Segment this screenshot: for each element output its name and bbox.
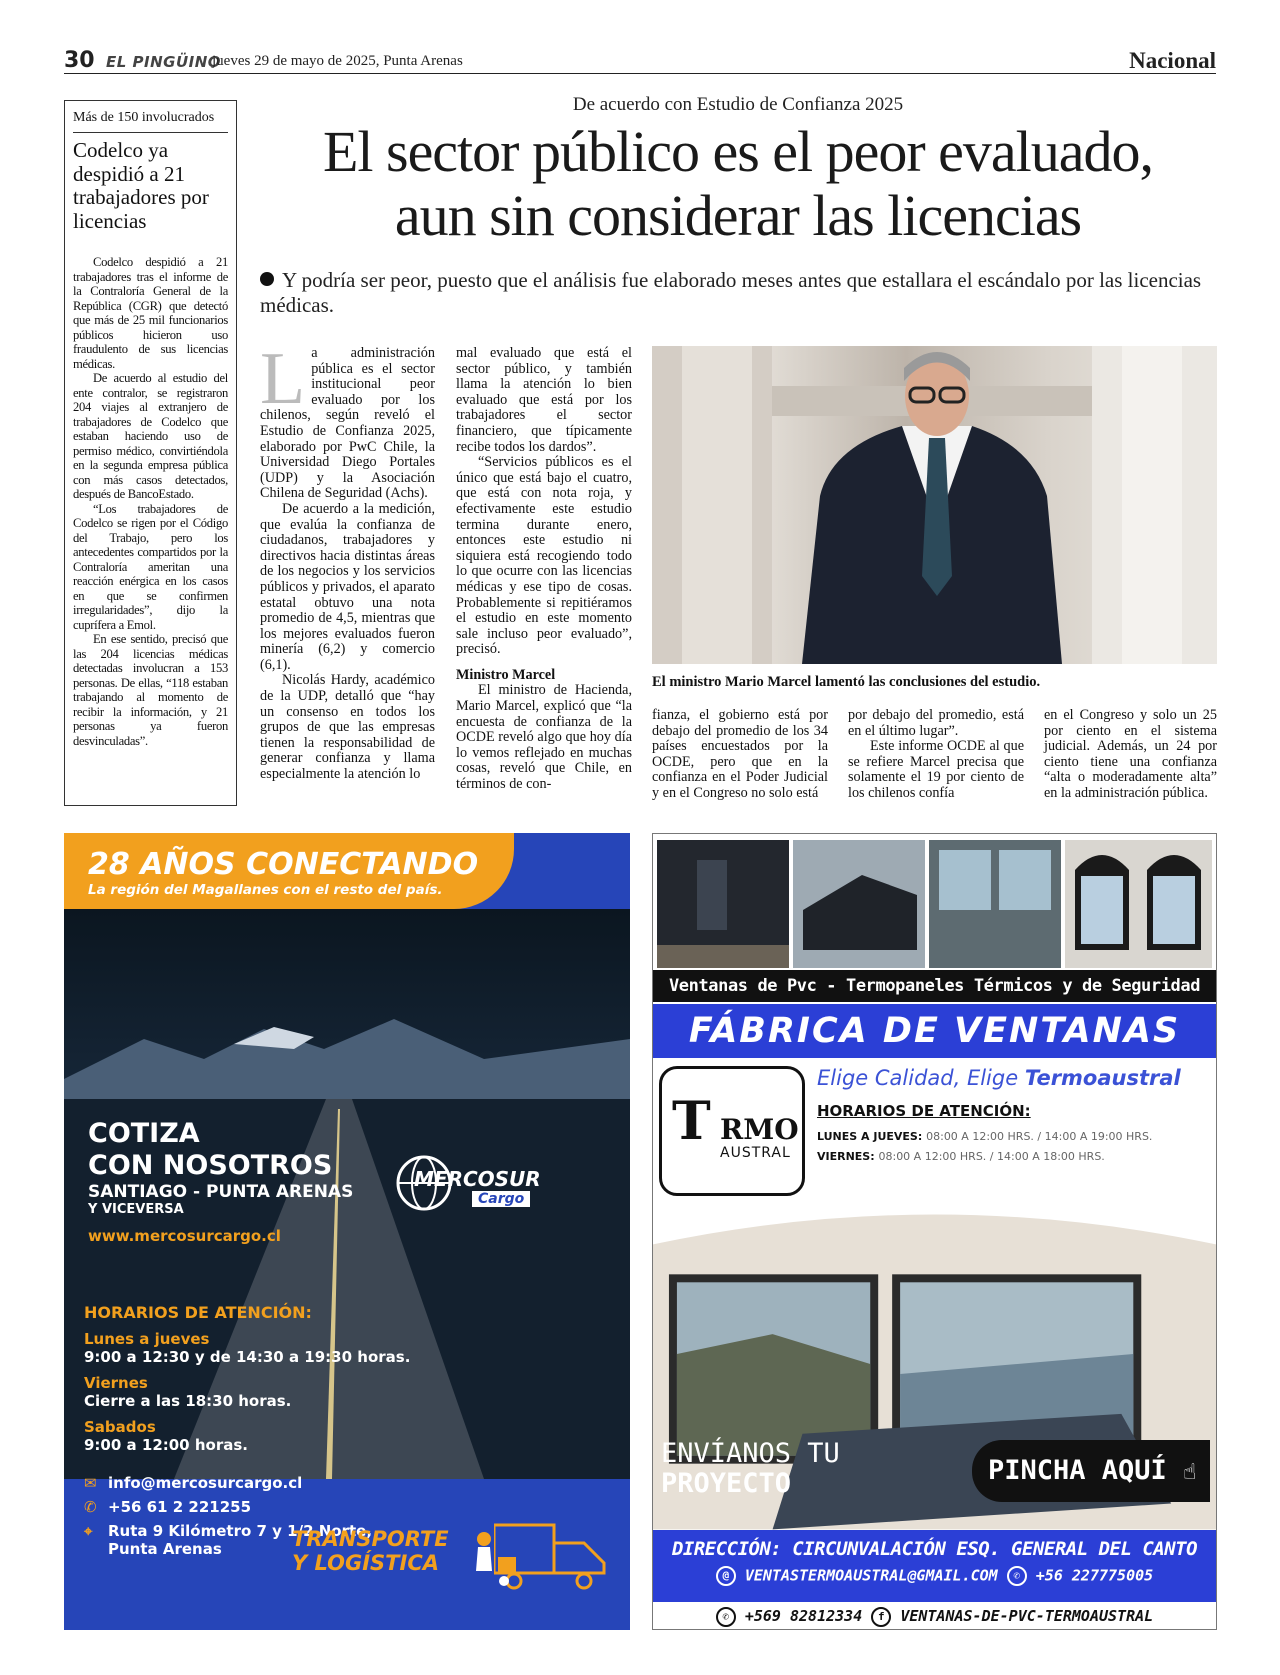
whatsapp-icon: ✆: [716, 1607, 736, 1627]
facebook-icon: f: [871, 1607, 891, 1627]
hours-block: [84, 1303, 410, 1558]
cotiza-line: COTIZA: [88, 1118, 200, 1149]
mail-icon: ✉: [84, 1474, 97, 1492]
send-project-label: [661, 1439, 840, 1499]
bullet-icon: [260, 272, 274, 286]
address-block: [653, 1530, 1216, 1602]
article-paragraph: a administración pública es el sector institucional peor evaluado por los chilenos, según reveló el Estudio de Confianza 2025, elaborado por PwC Chile, la Universidad Diego Portales (UDP) y la Asociación Chilena de Seguridad (Achs).: [260, 345, 435, 502]
masthead-logo: EL PINGÜINO: [106, 53, 222, 71]
sidebar-article: [64, 100, 237, 806]
email-row[interactable]: [84, 1474, 410, 1492]
article-subhead: Ministro Marcel: [456, 666, 556, 683]
article-column-3: [652, 708, 828, 802]
facebook-handle[interactable]: VENTANAS-DE-PVC-TERMOAUSTRAL: [900, 1607, 1154, 1625]
day-label: Viernes: [84, 1374, 148, 1392]
window-photos-strip: [657, 840, 1212, 968]
address-text: DIRECCIÓN: CIRCUNVALACIÓN ESQ. GENERAL DEL CANTO: [671, 1538, 1198, 1560]
dateline: jueves 29 de mayo de 2025, Punta Arenas: [212, 53, 463, 69]
article-deck: [260, 268, 1216, 318]
slogan: [817, 1066, 1181, 1090]
ad-banner: [64, 833, 514, 909]
delivery-worker-icon: [464, 1531, 534, 1591]
address-line: Ruta 9 Kilómetro 7 y 1/2 Norte,: [108, 1522, 373, 1540]
send-project-line: ENVÍANOS TU: [661, 1438, 840, 1469]
portrait-illustration: [652, 346, 1217, 664]
mercosur-ad[interactable]: [64, 833, 630, 1630]
contact-line: [653, 1566, 1216, 1586]
day-label: Lunes a jueves: [84, 1330, 210, 1348]
tagline-line: TRANSPORTE: [292, 1527, 449, 1551]
article-column-5: [1044, 708, 1217, 802]
phone-text: +56 61 2 221255: [108, 1498, 252, 1516]
logo-letter: T: [672, 1091, 711, 1152]
page-header: [64, 48, 1216, 74]
email-text: info@mercosurcargo.cl: [108, 1474, 303, 1492]
drop-cap: L: [260, 338, 306, 420]
article-paragraph: mal evaluado que está el sector público, y también llama la atención lo bien evaluado que está por los trabajadores el sector financiero, que típicamente recibe todos los dardos”.: [456, 345, 632, 455]
route-sub: Y VICEVERSA: [88, 1202, 184, 1217]
article-column-2: [456, 346, 632, 793]
article-paragraph: en el Congreso y solo un 25 por ciento en el sistema judicial. Además, un 24 por ciento tiene una confianza “alta o moderadamente alta” en la administración pública.: [1044, 707, 1217, 801]
hours-time: 08:00 A 12:00 HRS. / 14:00 A 18:00 HRS.: [878, 1150, 1105, 1163]
brand-name: Termoaustral: [1024, 1066, 1181, 1090]
logo-text: MERCOSUR: [414, 1167, 541, 1191]
ad-bar: Ventanas de Pvc - Termopaneles Térmicos y de Seguridad: [653, 970, 1216, 1002]
banner-subtitle: La región del Magallanes con el resto del país.: [88, 882, 443, 898]
cotiza-block: [88, 1118, 353, 1245]
termoaustral-ad[interactable]: [652, 833, 1217, 1630]
photo-caption: El ministro Mario Marcel lamentó las conclusiones del estudio.: [652, 674, 1041, 690]
article-paragraph: Este informe OCDE al que se refiere Marcel precisa que solamente el 19 por ciento de los chilenos confía: [848, 738, 1024, 801]
day-hours: 9:00 a 12:30 y de 14:30 a 19:30 horas.: [84, 1348, 411, 1366]
send-project-line: PROYECTO: [661, 1468, 792, 1499]
sidebar-title: Codelco ya despidió a 21 trabajadores por licencias: [73, 138, 209, 233]
article-paragraph: “Servicios públicos es el único que está bajo el cuatro, que está con nota roja, y efectivamente este estudio termina durante enero, entonces este estudio ni siquiera está recogiendo todo lo que ocurre con las licencias médicas y ese tipo de cosas. Probablemente si repitiéramos el estudio en este momento sale incluso peor evaluado”, precisó.: [456, 454, 632, 658]
banner-title: 28 AÑOS CONECTANDO: [88, 847, 479, 882]
termoaustral-logo: [659, 1066, 805, 1196]
article-headline: [252, 120, 1224, 248]
headline-line: aun sin considerar las licencias: [394, 183, 1082, 248]
hours-line: [817, 1130, 1152, 1143]
day-hours: 9:00 a 12:00 horas.: [84, 1436, 248, 1454]
minister-photo: [652, 346, 1217, 664]
slogan-text: Elige Calidad, Elige: [817, 1066, 1019, 1090]
website-link[interactable]: www.mercosurcargo.cl: [88, 1227, 281, 1245]
social-footer: [653, 1602, 1216, 1630]
sidebar-paragraph: “Los trabajadores de Codelco se rigen por el Código del Trabajo, pero los antecedentes compartidos por la Contraloría ameritan una reacción enérgica en los casos en que se confirmen irregularidades”, dijo la cuprífera a Emol.: [73, 501, 228, 632]
address-line: Punta Arenas: [108, 1540, 222, 1558]
tap-icon: ☝: [1183, 1460, 1197, 1485]
mail-icon: @: [716, 1566, 736, 1586]
sidebar-kicker: Más de 150 involucrados: [73, 110, 228, 133]
article-paragraph: De acuerdo a la medición, que evalúa la confianza de ciudadanos, trabajadores y directivos hacia distintas áreas de los negocios y los servicios públicos y privados, el aparato estatal obtuvo una nota promedio de 4,5, mientras que los mejores evaluados fueron minería (6,2) y comercio (6,1).: [260, 500, 435, 673]
hours-title: HORARIOS DE ATENCIÓN:: [84, 1303, 312, 1322]
logo-austral: AUSTRAL: [720, 1145, 791, 1161]
logo-subtext: Cargo: [472, 1191, 530, 1207]
day-hours: Cierre a las 18:30 horas.: [84, 1392, 292, 1410]
headline-line: El sector público es el peor evaluado,: [322, 119, 1154, 184]
ad-title: FÁBRICA DE VENTANAS: [653, 1004, 1216, 1058]
phone-icon: ✆: [1007, 1566, 1027, 1586]
mercosur-logo: [394, 1153, 554, 1223]
article-paragraph: por debajo del promedio, está en el último lugar”.: [848, 707, 1024, 739]
section-title: Nacional: [1129, 48, 1216, 73]
cotiza-line: CON NOSOTROS: [88, 1150, 333, 1181]
tagline: [292, 1527, 449, 1575]
hours-line: [817, 1150, 1105, 1163]
phone-row[interactable]: [84, 1498, 410, 1516]
sidebar-paragraph: De acuerdo al estudio del ente contralor, se registraron 204 viajes al extranjero de trabajadores de Codelco que estaban haciendo uso de permiso médico, convirtiéndola en la segunda empresa pública con más casos detectados, después de BancoEstado.: [73, 371, 228, 501]
sidebar-body: [73, 255, 228, 748]
article-paragraph: El ministro de Hacienda, Mario Marcel, explicó que “la encuesta de confianza de la OCDE reveló algo que hoy día lo vemos reflejado en muchas cosas, reveló que Chile, en términos de con-: [456, 682, 632, 793]
hours-day: VIERNES:: [817, 1150, 875, 1163]
article-paragraph: fianza, el gobierno está por debajo del promedio de los 34 países encuestados por la OCDE, pero que en la confianza en el Poder Judicial y en el Congreso no solo está: [652, 707, 828, 801]
hours-time: 08:00 A 12:00 HRS. / 14:00 A 19:00 HRS.: [926, 1130, 1153, 1143]
deck-text: Y podría ser peor, puesto que el análisis fue elaborado meses antes que estallara el escándalo por las licencias médicas.: [260, 268, 1202, 317]
article-column-4: [848, 708, 1024, 802]
sidebar-paragraph: En ese sentido, precisó que las 204 licencias médicas detectadas involucran a 153 personas. De ellas, “118 estaban trabajando al momento de recibir la información, y 21 personas ya fueron desvinculadas”.: [73, 632, 228, 748]
phone-text[interactable]: +56 227775005: [1035, 1566, 1154, 1585]
article-kicker: De acuerdo con Estudio de Confianza 2025: [572, 94, 904, 115]
location-pin-icon: ⌖: [84, 1522, 93, 1540]
hours-day: LUNES A JUEVES:: [817, 1130, 923, 1143]
email-text[interactable]: VENTASTERMOAUSTRAL@GMAIL.COM: [744, 1566, 998, 1585]
article-paragraph: Nicolás Hardy, académico de la UDP, detalló que “hay un consenso en todos los grupos de que las empresas tienen la responsabilidad de generar confianza y llama especialmente la atención lo: [260, 672, 435, 783]
logo-rmo: RMO: [720, 1113, 799, 1146]
sidebar-paragraph: Codelco despidió a 21 trabajadores tras el informe de la Contraloría General de la República (CGR) que detectó que más de 25 mil funcionarios públicos hicieron uso fraudulento de sus licencias médicas.: [73, 255, 228, 371]
phone-icon: ✆: [84, 1498, 97, 1516]
page-number: 30: [64, 48, 95, 73]
hours-title: HORARIOS DE ATENCIÓN:: [817, 1102, 1031, 1120]
whatsapp-number[interactable]: +569 82812334: [744, 1607, 863, 1625]
article-column-1: [260, 338, 435, 783]
tagline-line: Y LOGÍSTICA: [292, 1551, 439, 1575]
click-here-label: PINCHA AQUÍ: [988, 1455, 1167, 1486]
route-label: SANTIAGO - PUNTA ARENAS: [88, 1182, 354, 1202]
day-label: Sabados: [84, 1418, 156, 1436]
click-here-button[interactable]: [972, 1440, 1210, 1502]
